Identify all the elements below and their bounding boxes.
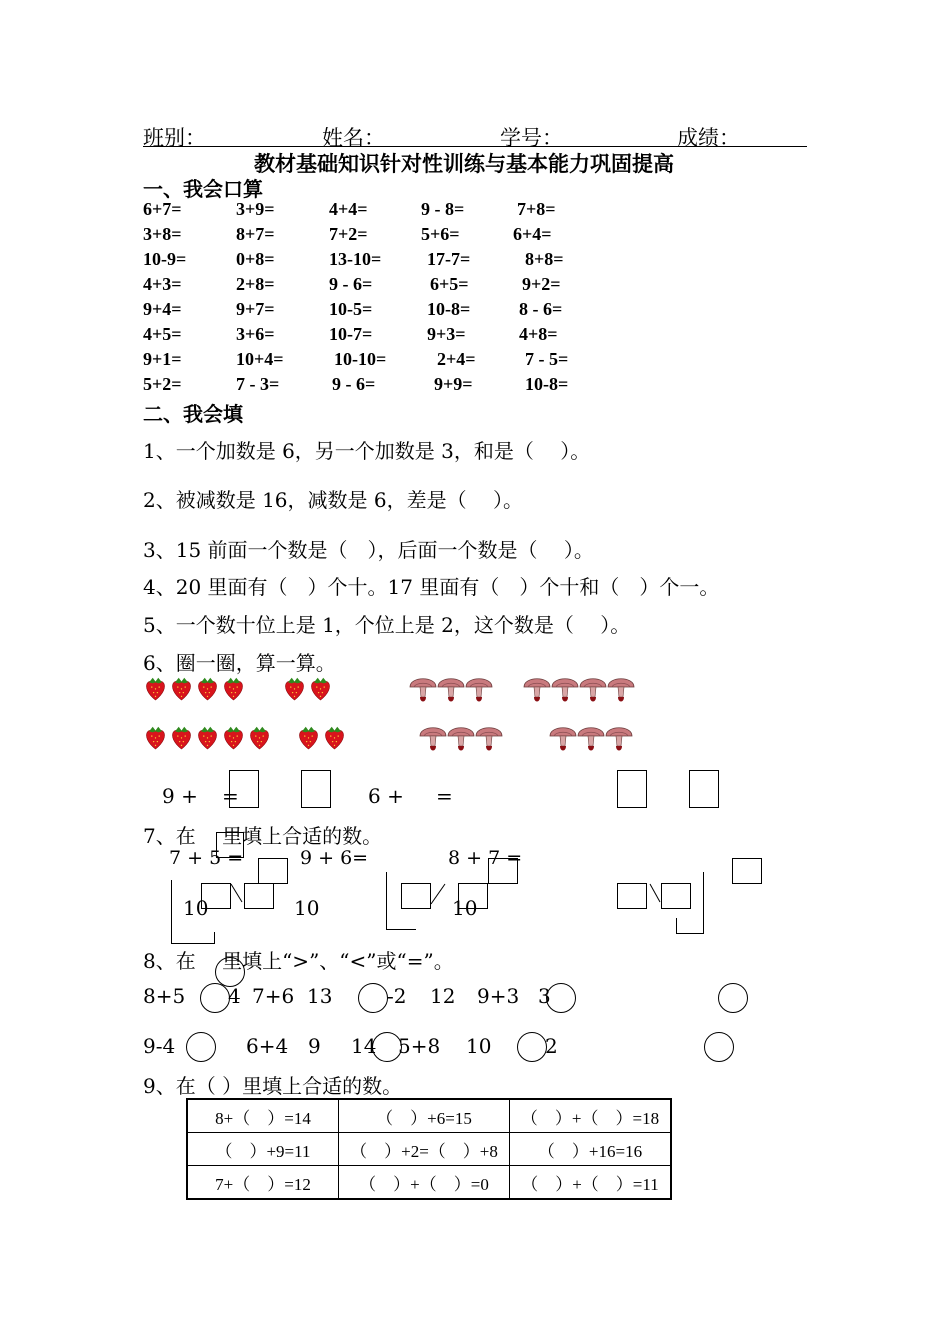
q8-row2-f: 10	[466, 1034, 492, 1058]
q8-row2-a: 9-4	[143, 1034, 176, 1058]
q6-equation1-start: 9 +	[162, 784, 198, 808]
math-problem: 2+8=	[236, 274, 275, 294]
math-problem: 10-8=	[525, 374, 569, 394]
math-problem: 9+3=	[427, 324, 466, 344]
name-label: 姓名：	[322, 126, 385, 150]
math-problem: 9 ‑ 6=	[332, 374, 376, 394]
question-2: 2、被减数是 16，减数是 6，差是（ ）。	[143, 488, 523, 512]
math-problem: 4+8=	[519, 324, 558, 344]
math-problem: 9+2=	[522, 274, 561, 294]
q7-expression-2: 9 + 6=	[300, 847, 369, 869]
math-problem: 0+8=	[236, 249, 275, 269]
table-cell[interactable]: 7+（ ）=12	[187, 1166, 339, 1200]
math-problem: 10-8=	[427, 299, 471, 319]
math-problem: 17-7=	[427, 249, 471, 269]
q8-row2-d: 14	[351, 1034, 377, 1058]
math-problem: 5+6=	[421, 224, 460, 244]
table-row	[187, 1099, 671, 1133]
q7-expression-1: 7 + 5 =	[169, 847, 244, 869]
score-label: 成绩：	[677, 126, 740, 150]
math-problem: 6+7=	[143, 199, 182, 219]
table-cell[interactable]: （ ）+2=（ ）+8	[339, 1133, 510, 1166]
math-problem: 13-10=	[329, 249, 382, 269]
math-problem: 10+4=	[236, 349, 284, 369]
table-row	[187, 1133, 671, 1166]
math-problem: 4+5=	[143, 324, 182, 344]
question-6: 6、圈一圈，算一算。	[143, 651, 336, 675]
math-problem: 7 ‑ 3=	[236, 374, 280, 394]
q7-ten-2: 10	[294, 896, 320, 920]
q8-row1-h: 3	[538, 984, 551, 1008]
math-problem: 10-10=	[334, 349, 387, 369]
student-number-label: 学号：	[500, 126, 563, 150]
q8-row2-e: 5+8	[398, 1034, 441, 1058]
q7-ten-1: 10	[183, 896, 209, 920]
table-cell[interactable]: （ ）+16=16	[510, 1133, 672, 1166]
q8-row1-a: 8+5	[143, 984, 186, 1008]
math-problem: 4+4=	[329, 199, 368, 219]
section2-heading: 二、我会填	[143, 402, 243, 426]
q8-row2-g: 2	[545, 1034, 558, 1058]
page-title: 教材基础知识针对性训练与基本能力巩固提高	[254, 151, 674, 176]
math-problem: 9+1=	[143, 349, 182, 369]
math-problem: 3+9=	[236, 199, 275, 219]
q8-row2-c: 9	[308, 1034, 321, 1058]
question-8: 8、在 里填上“>”、“<”或“=”。	[143, 949, 454, 973]
math-problem: 9+7=	[236, 299, 275, 319]
compare-circle[interactable]	[215, 957, 245, 987]
math-problem: 7+8=	[517, 199, 556, 219]
section1-heading: 一、我会口算	[143, 177, 263, 201]
math-problem: 9 ‑ 6=	[329, 274, 373, 294]
q6-equation1-equals: =	[222, 784, 239, 808]
math-problem: 2+4=	[437, 349, 476, 369]
table-cell[interactable]: 8+（ ）=14	[187, 1099, 339, 1133]
q8-row1-c: 7+6	[252, 984, 295, 1008]
compare-circle[interactable]	[704, 1032, 734, 1062]
math-problem: 9 ‑ 8=	[421, 199, 465, 219]
math-problem: 3+6=	[236, 324, 275, 344]
table-cell[interactable]: （ ）+（ ）=11	[510, 1166, 672, 1200]
question-4: 4、20 里面有（ ）个十。17 里面有（ ）个十和（ ）个一。	[143, 575, 720, 599]
q8-row1-f: 12	[430, 984, 456, 1008]
math-problem: 8 ‑ 6=	[519, 299, 563, 319]
question-1: 1、一个加数是 6，另一个加数是 3，和是（ ）。	[143, 439, 591, 463]
compare-circle[interactable]	[358, 983, 388, 1013]
q7-ten-3: 10	[452, 896, 478, 920]
math-problem: 8+8=	[525, 249, 564, 269]
table-cell[interactable]: （ ）+6=15	[339, 1099, 510, 1133]
fill-in-table	[186, 1098, 672, 1200]
math-problem: 3+8=	[143, 224, 182, 244]
compare-circle[interactable]	[718, 983, 748, 1013]
math-problem: 9+9=	[434, 374, 473, 394]
math-problem: 9+4=	[143, 299, 182, 319]
question-5: 5、一个数十位上是 1，个位上是 2，这个数是（ ）。	[143, 613, 631, 637]
q7-expression-3: 8 + 7 =	[448, 847, 523, 869]
q8-row2-b: 6+4	[246, 1034, 289, 1058]
compare-circle[interactable]	[186, 1032, 216, 1062]
question-7: 7、在 里填上合适的数。	[143, 824, 383, 848]
compare-circle[interactable]	[546, 983, 576, 1013]
table-cell[interactable]: （ ）+（ ）=18	[510, 1099, 672, 1133]
math-problem: 10-7=	[329, 324, 373, 344]
q8-row1-g: 9+3	[477, 984, 520, 1008]
q6-equation2-equals: =	[436, 784, 453, 808]
math-problem: 6+5=	[430, 274, 469, 294]
compare-circle[interactable]	[517, 1032, 547, 1062]
compare-circle[interactable]	[200, 983, 230, 1013]
table-cell[interactable]: （ ）+9=11	[187, 1133, 339, 1166]
q8-row1-e: -2	[387, 984, 407, 1008]
math-problem: 10-9=	[143, 249, 187, 269]
math-problem: 8+7=	[236, 224, 275, 244]
math-problem: 6+4=	[513, 224, 552, 244]
question-3: 3、15 前面一个数是（ ），后面一个数是（ ）。	[143, 538, 594, 562]
question-9: 9、在（ ）里填上合适的数。	[143, 1074, 403, 1098]
q8-row1-d: 13	[307, 984, 333, 1008]
table-cell[interactable]: （ ）+（ ）=0	[339, 1166, 510, 1200]
math-problem: 10-5=	[329, 299, 373, 319]
math-problem: 7 ‑ 5=	[525, 349, 569, 369]
q6-equation2-start: 6 +	[368, 784, 404, 808]
math-problem: 7+2=	[329, 224, 368, 244]
table-row	[187, 1166, 671, 1200]
math-problem: 4+3=	[143, 274, 182, 294]
class-label: 班别：	[143, 126, 206, 150]
math-problem: 5+2=	[143, 374, 182, 394]
q8-row1-b: 4	[228, 984, 241, 1008]
